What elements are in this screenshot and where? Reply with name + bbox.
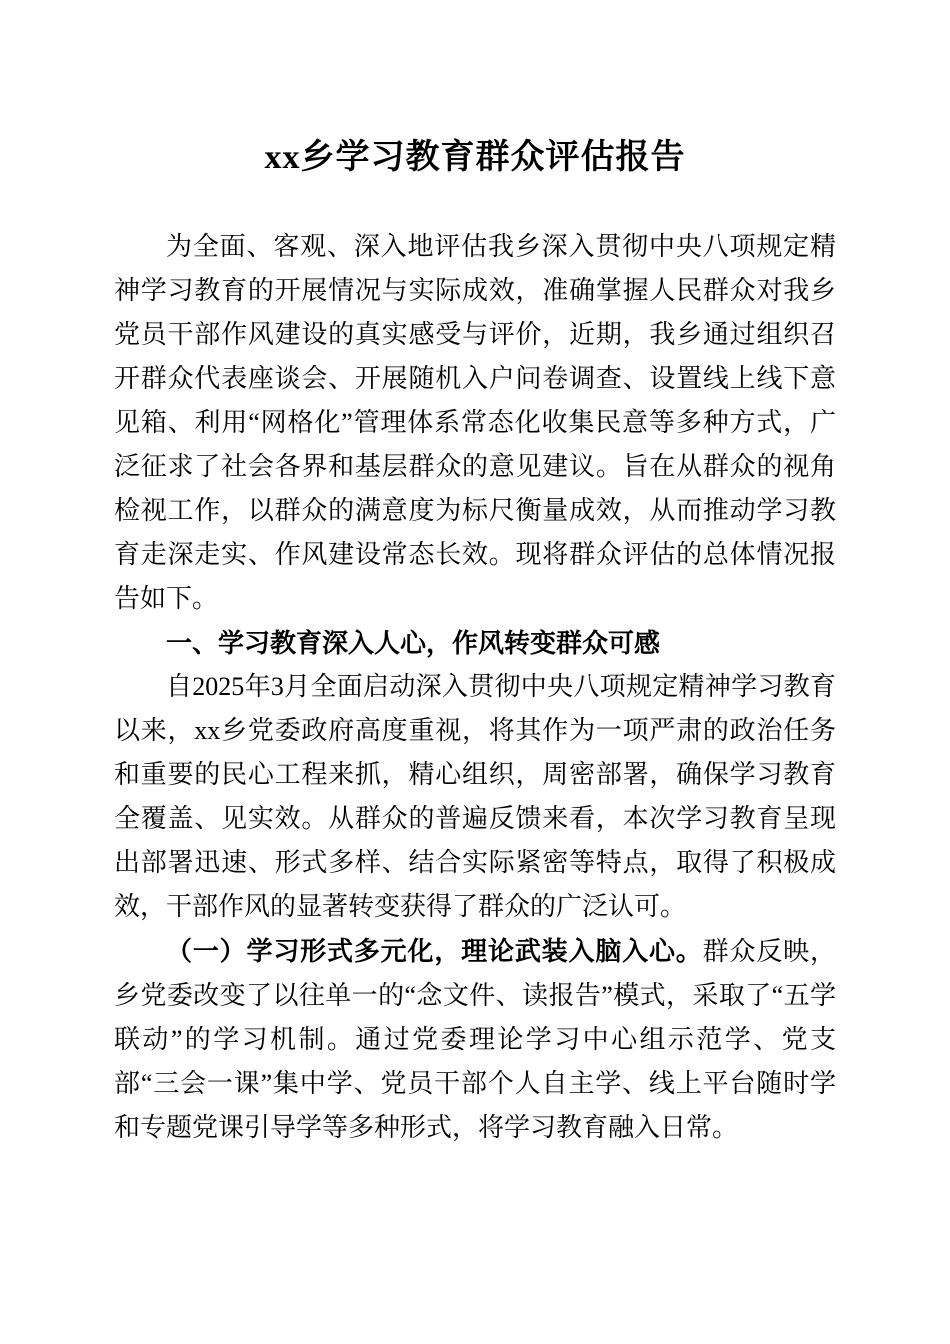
section-1-paragraph-2-lead: （一）学习形式多元化，理论武装入脑入心。 <box>166 935 703 966</box>
document-title: xx乡学习教育群众评估报告 <box>264 139 686 176</box>
section-1-paragraph-2 <box>114 929 836 1150</box>
section-1-paragraph-1: 自2025年3月全面启动深入贯彻中央八项规定精神学习教育以来，xx乡党委政府高度重视，将其作为一项严肃的政治任务和重要的民心工程来抓，精心组织，周密部署，确保学习教育全覆盖、见实效。从群众的普遍反馈来看，本次学习教育呈现出部署迅速、形式多样、结合实际紧密等特点，取得了积极成效，干部作风的显著转变获得了群众的广泛认可。 <box>114 671 836 921</box>
section-1-heading: 一、学习教育深入人心，作风转变群众可感 <box>166 627 661 658</box>
intro-paragraph: 为全面、客观、深入地评估我乡深入贯彻中央八项规定精神学习教育的开展情况与实际成效，准确掌握人民群众对我乡党员干部作风建设的真实感受与评价，近期，我乡通过组织召开群众代表座谈会、开展随机入户问卷调查、设置线上线下意见箱、利用“网格化”管理体系常态化收集民意等多种方式，广泛征求了社会各界和基层群众的意见建议。旨在从群众的视角检视工作，以群众的满意度为标尺衡量成效，从而推动学习教育走深走实、作风建设常态长效。现将群众评估的总体情况报告如下。 <box>114 231 836 613</box>
section-1-paragraph-2-body: 群众反映，乡党委改变了以往单一的“念文件、读报告”模式，采取了“五学联动”的学习机制。通过党委理论学习中心组示范学、党支部“三会一课”集中学、党员干部个人自主学、线上平台随时学和专题党课引导学等多种形式，将学习教育融入日常。 <box>114 936 836 1142</box>
